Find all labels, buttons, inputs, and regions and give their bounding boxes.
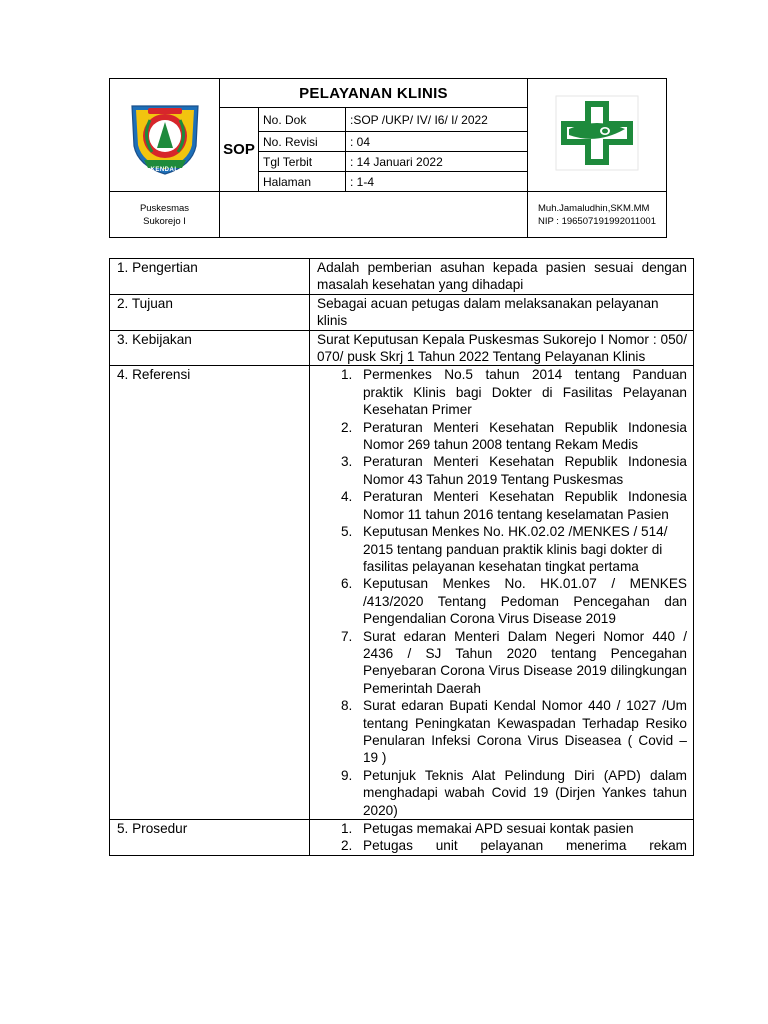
sop-content-table xyxy=(109,258,694,856)
table-row xyxy=(110,294,694,330)
list-item: 2. Peraturan Menteri Kesehatan Republik Indonesia Nomor 269 tahun 2008 tentang Rekam Medis xyxy=(341,419,687,453)
kendal-emblem-icon xyxy=(122,98,208,178)
field-label: No. Dok xyxy=(259,108,346,132)
table-row xyxy=(110,366,694,820)
sop-label: SOP xyxy=(220,108,259,192)
table-row xyxy=(110,820,694,856)
reference-list xyxy=(317,366,687,819)
puskesmas-logo-cell xyxy=(528,79,667,192)
signer-nip: NIP : 196507191992011001 xyxy=(538,215,656,227)
table-row xyxy=(110,330,694,366)
list-item: 6. Keputusan Menkes No. HK.01.07 / MENKES /413/2020 Tentang Pedoman Pencegahan dan Pengendalian Corona Virus Disease 2019 xyxy=(341,576,687,627)
section-label-pengertian: 1. Pengertian xyxy=(110,259,310,295)
section-text-pengertian: Adalah pemberian asuhan kepada pasien sesuai dengan masalah kesehatan yang dihadapi xyxy=(310,259,694,295)
blank-signature-cell xyxy=(220,192,528,238)
list-item: 1. Permenkes No.5 tahun 2014 tentang Panduan praktik Klinis bagi Dokter di Fasilitas Pelayanan Kesehatan Primer xyxy=(341,367,687,418)
section-label-tujuan: 2. Tujuan xyxy=(110,294,310,330)
green-cross-icon xyxy=(555,95,639,171)
regency-logo-cell xyxy=(110,79,220,192)
section-text-kebijakan: Surat Keputusan Kepala Puskesmas Sukorejo I Nomor : 050/ 070/ pusk Skrj 1 Tahun 2022 Tentang Pelayanan Klinis xyxy=(310,330,694,366)
list-item: 5. Keputusan Menkes No. HK.02.02 /MENKES / 514/ 2015 tentang panduan praktik klinis bagi dokter di fasilitas pelayanan kesehatan tingkat pertama xyxy=(341,524,668,574)
list-item: 7. Surat edaran Menteri Dalam Negeri Nomor 440 / 2436 / SJ Tahun 2020 tentang Pencegahan Penyebaran Corona Virus Disease 2019 dilingkungan Pemerintah Daerah xyxy=(341,628,687,696)
field-value: : 1-4 xyxy=(346,172,528,192)
section-label-referensi: 4. Referensi xyxy=(110,366,310,820)
sop-header-table xyxy=(109,78,667,238)
section-label-kebijakan: 3. Kebijakan xyxy=(110,330,310,366)
list-item: 8. Surat edaran Bupati Kendal Nomor 440 / 1027 /Um tentang Peningkatan Kewaspadan Terhadap Resiko Penularan Infeksi Corona Virus Diseasea ( Covid – 19 ) xyxy=(341,698,687,766)
list-item: 3. Peraturan Menteri Kesehatan Republik Indonesia Nomor 43 Tahun 2019 Tentang Puskesmas xyxy=(341,454,687,487)
field-label: No. Revisi xyxy=(259,132,346,152)
signer-cell xyxy=(528,192,667,238)
section-list-prosedur xyxy=(310,820,694,856)
logo-banner-text: KENDAL xyxy=(150,166,179,173)
procedure-list xyxy=(317,820,687,855)
field-label: Halaman xyxy=(259,172,346,192)
field-value: :SOP /UKP/ IV/ I6/ I/ 2022 xyxy=(346,108,528,132)
org-unit: Sukorejo I xyxy=(143,215,186,227)
list-item: 9. Petunjuk Teknis Alat Pelindung Diri (APD) dalam menghadapi wabah Covid 19 (Dirjen Yankes tahun 2020) xyxy=(341,767,687,818)
list-item: 1. Petugas memakai APD sesuai kontak pasien xyxy=(341,821,634,836)
page-title: PELAYANAN KLINIS xyxy=(220,79,528,108)
table-row xyxy=(110,259,694,295)
section-text-tujuan: Sebagai acuan petugas dalam melaksanakan pelayanan klinis xyxy=(310,294,694,330)
list-item: 4. Peraturan Menteri Kesehatan Republik Indonesia Nomor 11 tahun 2016 tentang keselamatan Pasien xyxy=(341,489,687,522)
signer-name: Muh.Jamaludhin,SKM.MM xyxy=(538,202,650,214)
organization-cell xyxy=(110,192,220,238)
field-value: : 04 xyxy=(346,132,528,152)
list-item: 2. Petugas unit pelayanan menerima rekam xyxy=(341,838,687,854)
org-name: Puskesmas xyxy=(139,202,190,214)
section-list-referensi xyxy=(310,366,694,820)
field-value: : 14 Januari 2022 xyxy=(346,152,528,172)
section-label-prosedur: 5. Prosedur xyxy=(110,820,310,856)
field-label: Tgl Terbit xyxy=(259,152,346,172)
